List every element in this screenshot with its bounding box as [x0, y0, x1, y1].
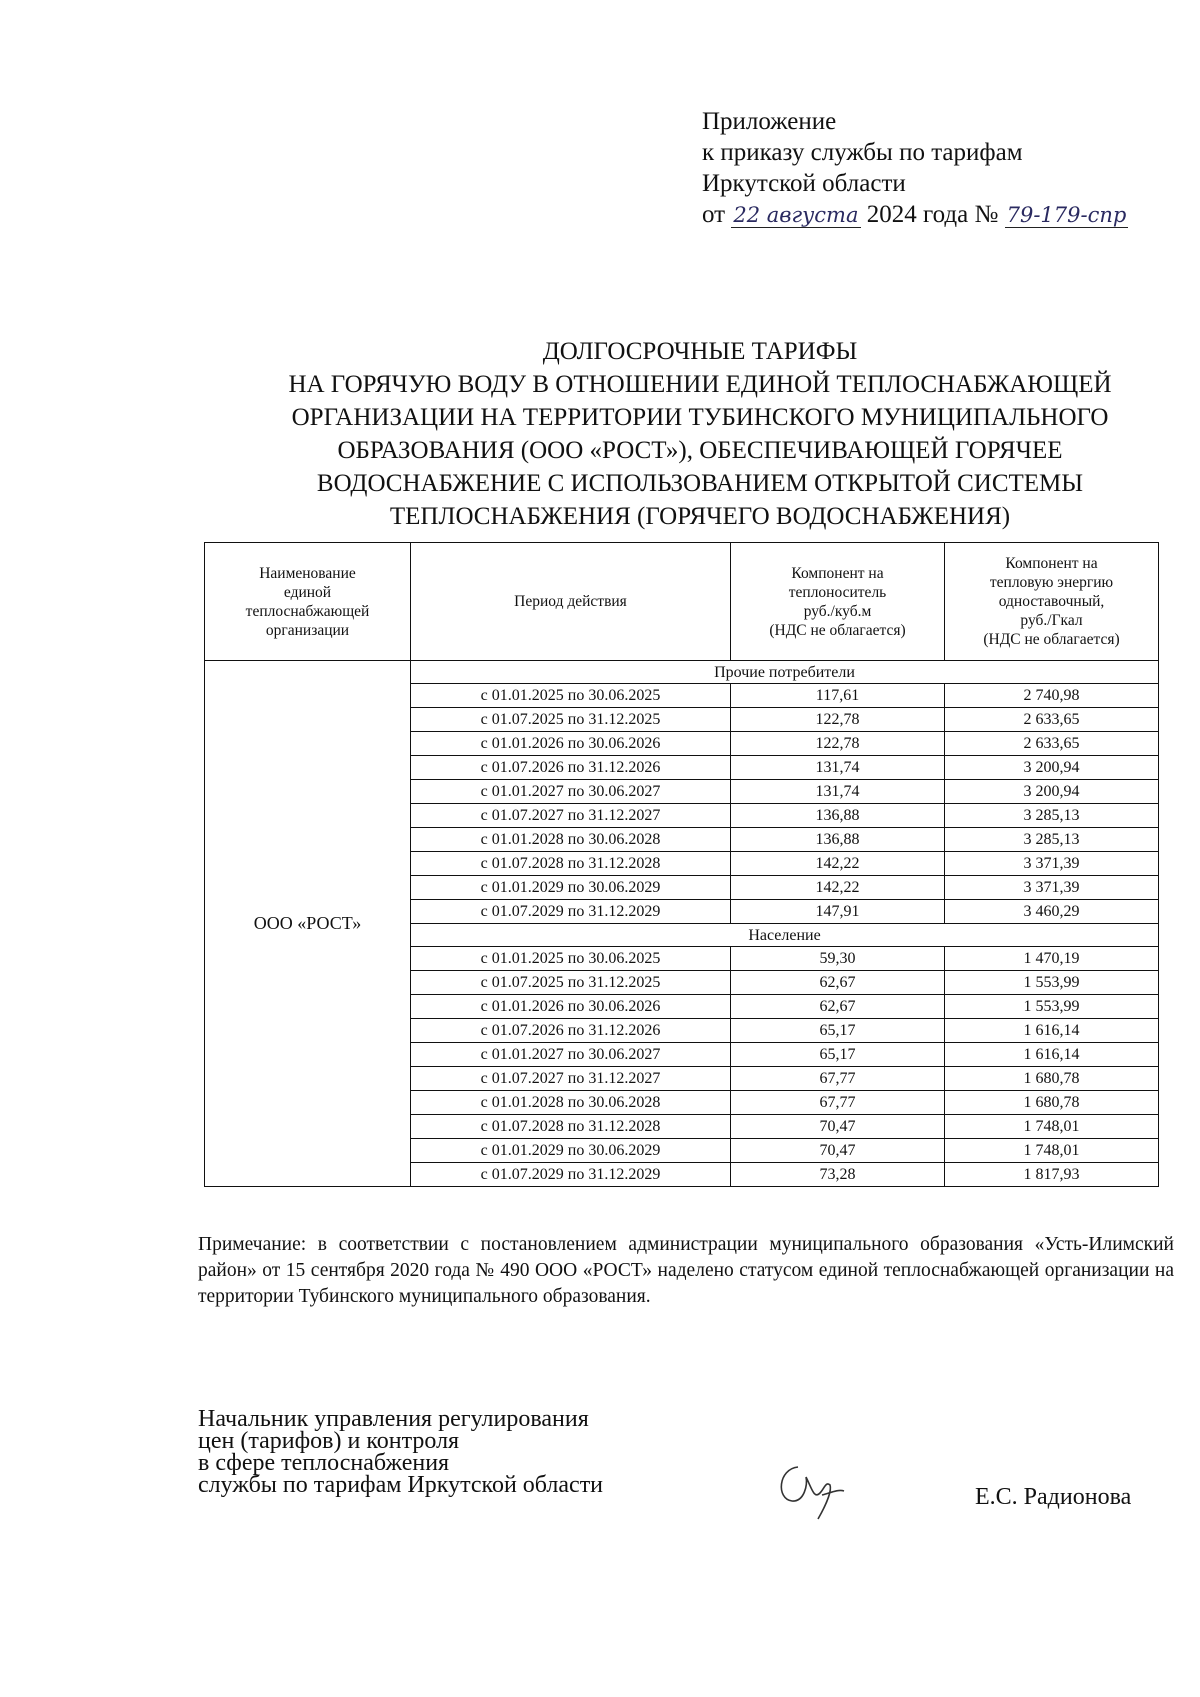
handwritten-signature-icon — [768, 1455, 858, 1525]
tariff-table — [204, 542, 1159, 1187]
title-line-4: ОБРАЗОВАНИЯ (ООО «РОСТ»), ОБЕСПЕЧИВАЮЩЕЙ ГОРЯЧЕЕ — [337, 437, 1063, 464]
energy-value-cell: 3 285,13 — [945, 804, 1159, 828]
energy-value-cell: 1 553,99 — [945, 971, 1159, 995]
energy-value-cell: 1 616,14 — [945, 1043, 1159, 1067]
appendix-number-handwritten: 79-179-спр — [1006, 203, 1127, 227]
energy-value-cell: 1 817,93 — [945, 1163, 1159, 1187]
period-cell: с 01.07.2027 по 31.12.2027 — [411, 804, 731, 828]
carrier-value-cell: 122,78 — [731, 708, 945, 732]
period-cell: с 01.01.2027 по 30.06.2027 — [411, 1043, 731, 1067]
carrier-value-cell: 62,67 — [731, 971, 945, 995]
appendix-line-4 — [702, 199, 1128, 230]
period-cell: с 01.01.2027 по 30.06.2027 — [411, 780, 731, 804]
carrier-value-cell: 65,17 — [731, 1019, 945, 1043]
period-cell: с 01.07.2027 по 31.12.2027 — [411, 1067, 731, 1091]
title-line-6: ТЕПЛОСНАБЖЕНИЯ (ГОРЯЧЕГО ВОДОСНАБЖЕНИЯ) — [389, 503, 1011, 530]
energy-value-cell: 1 470,19 — [945, 947, 1159, 971]
carrier-value-cell: 131,74 — [731, 756, 945, 780]
header-energy: Компонент на тепловую энергию одноставочный, руб./Гкал (НДС не облагается) — [945, 543, 1159, 661]
energy-value-cell: 1 680,78 — [945, 1091, 1159, 1115]
carrier-value-cell: 62,67 — [731, 995, 945, 1019]
energy-value-cell: 1 616,14 — [945, 1019, 1159, 1043]
period-cell: с 01.01.2029 по 30.06.2029 — [411, 876, 731, 900]
energy-value-cell: 1 748,01 — [945, 1115, 1159, 1139]
period-cell: с 01.07.2028 по 31.12.2028 — [411, 852, 731, 876]
carrier-value-cell: 147,91 — [731, 900, 945, 924]
carrier-value-cell: 67,77 — [731, 1091, 945, 1115]
period-cell: с 01.07.2029 по 31.12.2029 — [411, 900, 731, 924]
title-line-2: НА ГОРЯЧУЮ ВОДУ В ОТНОШЕНИИ ЕДИНОЙ ТЕПЛОСНАБЖАЮЩЕЙ — [288, 371, 1112, 398]
energy-value-cell: 3 285,13 — [945, 828, 1159, 852]
carrier-value-cell: 59,30 — [731, 947, 945, 971]
table-header-row — [205, 543, 1159, 661]
appendix-block — [702, 106, 1128, 230]
header-carrier: Компонент на теплоноситель руб./куб.м (НДС не облагается) — [731, 543, 945, 661]
appendix-line-3: Иркутской области — [702, 170, 906, 197]
appendix-date-handwritten: 22 августа — [733, 203, 859, 227]
period-cell: с 01.07.2026 по 31.12.2026 — [411, 1019, 731, 1043]
appendix-year: 2024 года № — [866, 201, 999, 228]
carrier-value-cell: 122,78 — [731, 732, 945, 756]
tariff-table-wrapper — [204, 542, 1159, 1187]
carrier-value-cell: 70,47 — [731, 1139, 945, 1163]
carrier-value-cell: 136,88 — [731, 828, 945, 852]
period-cell: с 01.07.2026 по 31.12.2026 — [411, 756, 731, 780]
section-title: Население — [411, 924, 1159, 947]
carrier-value-cell: 131,74 — [731, 780, 945, 804]
period-cell: с 01.07.2029 по 31.12.2029 — [411, 1163, 731, 1187]
energy-value-cell: 2 740,98 — [945, 684, 1159, 708]
org-name-cell: ООО «РОСТ» — [205, 661, 411, 1187]
period-cell: с 01.01.2028 по 30.06.2028 — [411, 828, 731, 852]
period-cell: с 01.01.2026 по 30.06.2026 — [411, 732, 731, 756]
carrier-value-cell: 67,77 — [731, 1067, 945, 1091]
energy-value-cell: 1 553,99 — [945, 995, 1159, 1019]
energy-value-cell: 3 460,29 — [945, 900, 1159, 924]
carrier-value-cell: 136,88 — [731, 804, 945, 828]
signatory-line-2: цен (тарифов) и контроля — [198, 1428, 460, 1454]
period-cell: с 01.01.2029 по 30.06.2029 — [411, 1139, 731, 1163]
carrier-value-cell: 117,61 — [731, 684, 945, 708]
header-org: Наименование единой теплоснабжающей организации — [205, 543, 411, 661]
carrier-value-cell: 65,17 — [731, 1043, 945, 1067]
period-cell: с 01.01.2028 по 30.06.2028 — [411, 1091, 731, 1115]
title-line-5: ВОДОСНАБЖЕНИЕ С ИСПОЛЬЗОВАНИЕМ ОТКРЫТОЙ СИСТЕМЫ — [316, 470, 1084, 497]
period-cell: с 01.07.2025 по 31.12.2025 — [411, 708, 731, 732]
signatory-line-3: в сфере теплоснабжения — [198, 1450, 450, 1476]
appendix-line-1: Приложение — [702, 108, 837, 135]
signatory-name: Е.С. Радионова — [975, 1484, 1132, 1510]
signatory-line-4: службы по тарифам Иркутской области — [198, 1472, 604, 1498]
appendix-prefix: от — [702, 201, 726, 228]
energy-value-cell: 2 633,65 — [945, 708, 1159, 732]
signature-block — [198, 1408, 603, 1496]
title-line-1: ДОЛГОСРОЧНЫЕ ТАРИФЫ — [542, 338, 858, 365]
carrier-value-cell: 142,22 — [731, 852, 945, 876]
energy-value-cell: 3 200,94 — [945, 780, 1159, 804]
energy-value-cell: 3 200,94 — [945, 756, 1159, 780]
energy-value-cell: 1 680,78 — [945, 1067, 1159, 1091]
period-cell: с 01.01.2025 по 30.06.2025 — [411, 684, 731, 708]
energy-value-cell: 2 633,65 — [945, 732, 1159, 756]
note-paragraph: Примечание: в соответствии с постановлением администрации муниципального образования «Усть-Илимский район» от 15 сентября 2020 года № 490 ООО «РОСТ» наделено статусом единой теплоснабжающей организации на территории Тубинского муниципального образования. — [198, 1234, 1174, 1307]
carrier-value-cell: 70,47 — [731, 1115, 945, 1139]
period-cell: с 01.07.2025 по 31.12.2025 — [411, 971, 731, 995]
signatory-line-1: Начальник управления регулирования — [198, 1406, 589, 1432]
section-title: Прочие потребители — [411, 661, 1159, 684]
period-cell: с 01.07.2028 по 31.12.2028 — [411, 1115, 731, 1139]
appendix-line-2: к приказу службы по тарифам — [702, 139, 1023, 166]
title-line-3: ОРГАНИЗАЦИИ НА ТЕРРИТОРИИ ТУБИНСКОГО МУНИЦИПАЛЬНОГО — [291, 404, 1109, 431]
document-title — [200, 335, 1200, 533]
period-cell: с 01.01.2025 по 30.06.2025 — [411, 947, 731, 971]
carrier-value-cell: 142,22 — [731, 876, 945, 900]
period-cell: с 01.01.2026 по 30.06.2026 — [411, 995, 731, 1019]
energy-value-cell: 3 371,39 — [945, 876, 1159, 900]
header-period: Период действия — [411, 543, 731, 661]
section-row — [205, 661, 1159, 684]
energy-value-cell: 3 371,39 — [945, 852, 1159, 876]
carrier-value-cell: 73,28 — [731, 1163, 945, 1187]
energy-value-cell: 1 748,01 — [945, 1139, 1159, 1163]
